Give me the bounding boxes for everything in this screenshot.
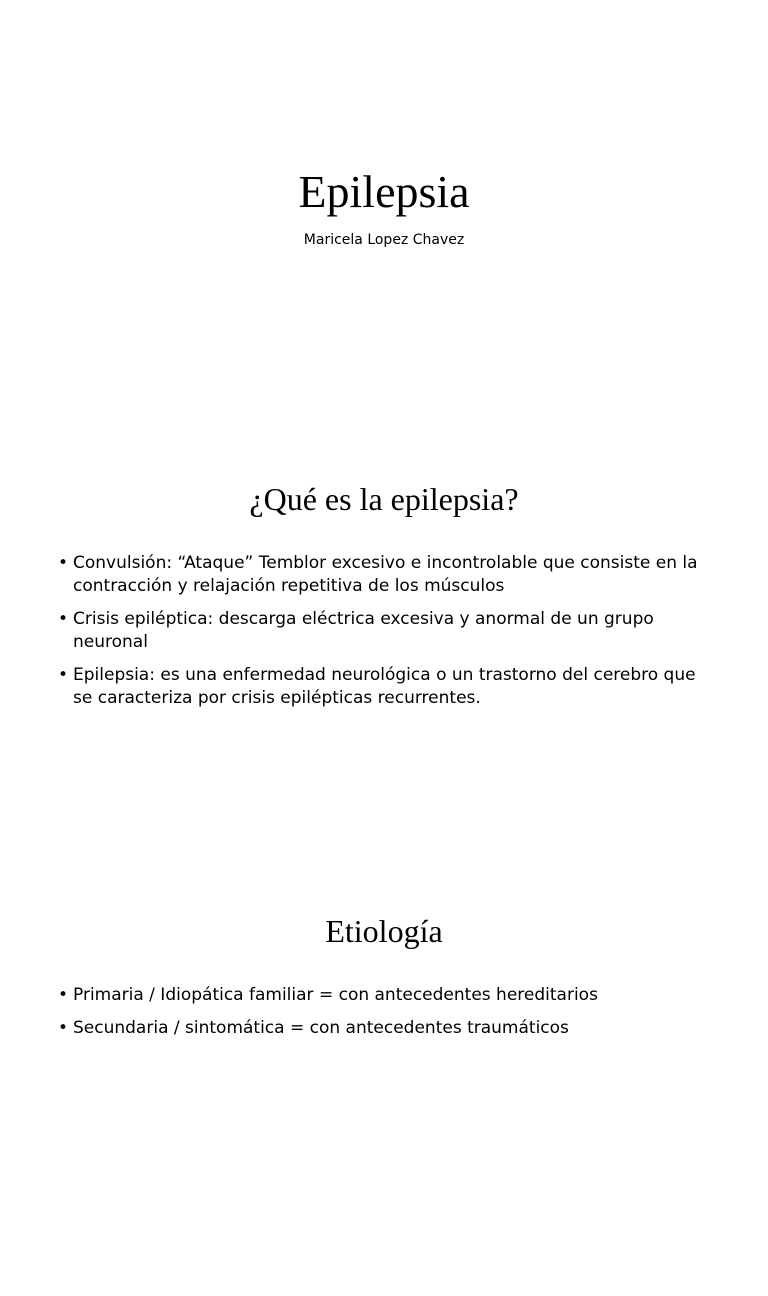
slide-definition	[0, 432, 768, 864]
slide-title-page	[0, 0, 768, 432]
list-item	[58, 608, 718, 654]
bullet-list	[58, 552, 718, 720]
bullet-list	[58, 984, 718, 1050]
bullet-text: Secundaria / sintomática = con antecedentes traumáticos	[73, 1018, 569, 1038]
bullet-icon: •	[58, 609, 69, 629]
bullet-icon: •	[58, 553, 69, 573]
bullet-icon: •	[58, 985, 69, 1005]
slide-heading: ¿Qué es la epilepsia?	[249, 481, 519, 517]
list-item	[58, 664, 718, 710]
list-item	[58, 552, 718, 598]
slide-heading: Etiología	[325, 913, 443, 949]
bullet-icon: •	[58, 1018, 69, 1038]
bullet-text: Convulsión: “Ataque” Temblor excesivo e incontrolable que consiste en la contracción y relajación repetitiva de los músculos	[73, 553, 698, 596]
bullet-text: Epilepsia: es una enfermedad neurológica o un trastorno del cerebro que se caracteriza por crisis epilépticas recurrentes.	[73, 665, 696, 708]
bullet-text: Crisis epiléptica: descarga eléctrica excesiva y anormal de un grupo neuronal	[73, 609, 654, 652]
list-item	[58, 984, 718, 1007]
slide-etiology	[0, 864, 768, 1296]
presentation-title: Epilepsia	[298, 166, 470, 217]
bullet-icon: •	[58, 665, 69, 685]
bullet-text: Primaria / Idiopática familiar = con antecedentes hereditarios	[73, 985, 598, 1005]
list-item	[58, 1017, 718, 1040]
author-name: Maricela Lopez Chavez	[303, 232, 465, 248]
